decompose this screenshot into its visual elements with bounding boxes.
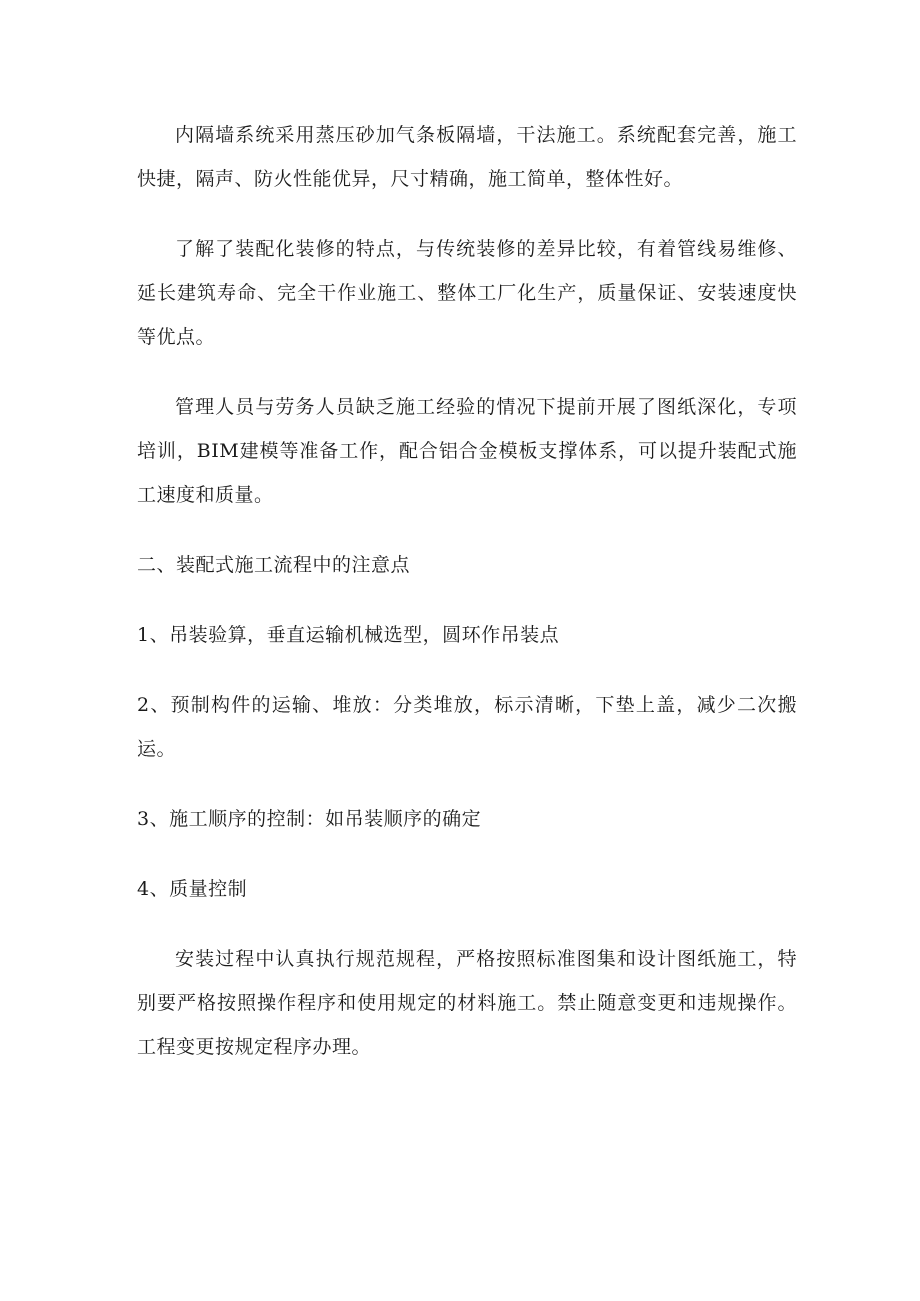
list-item-hoisting: 1、吊装验算，垂直运输机械选型，圆环作吊装点 <box>137 624 560 646</box>
list-item-sequence-control: 3、施工顺序的控制：如吊装顺序的确定 <box>137 808 482 830</box>
list-item-transport-storage: 2、预制构件的运输、堆放：分类堆放，标示清晰，下垫上盖，减少二次搬运。 <box>137 694 797 760</box>
paragraph-inner-partition: 内隔墙系统采用蒸压砂加气条板隔墙，干法施工。系统配套完善，施工快捷，隔声、防火性能优异，尺寸精确，施工简单，整体性好。 <box>137 124 797 190</box>
paragraph-preparation: 管理人员与劳务人员缺乏施工经验的情况下提前开展了图纸深化，专项培训，BIM建模等准备工作，配合铝合金模板支撑体系，可以提升装配式施工速度和质量。 <box>137 396 797 506</box>
paragraph-prefab-decoration: 了解了装配化装修的特点，与传统装修的差异比较，有着管线易维修、延长建筑寿命、完全干作业施工、整体工厂化生产，质量保证、安装速度快等优点。 <box>137 238 797 348</box>
list-item-quality-control: 4、质量控制 <box>137 878 248 900</box>
paragraph-installation-process: 安装过程中认真执行规范规程，严格按照标准图集和设计图纸施工，特别要严格按照操作程序和使用规定的材料施工。禁止随意变更和违规操作。工程变更按规定程序办理。 <box>137 948 797 1058</box>
section-heading-notes: 二、装配式施工流程中的注意点 <box>137 554 411 576</box>
document-body <box>137 113 797 1069</box>
